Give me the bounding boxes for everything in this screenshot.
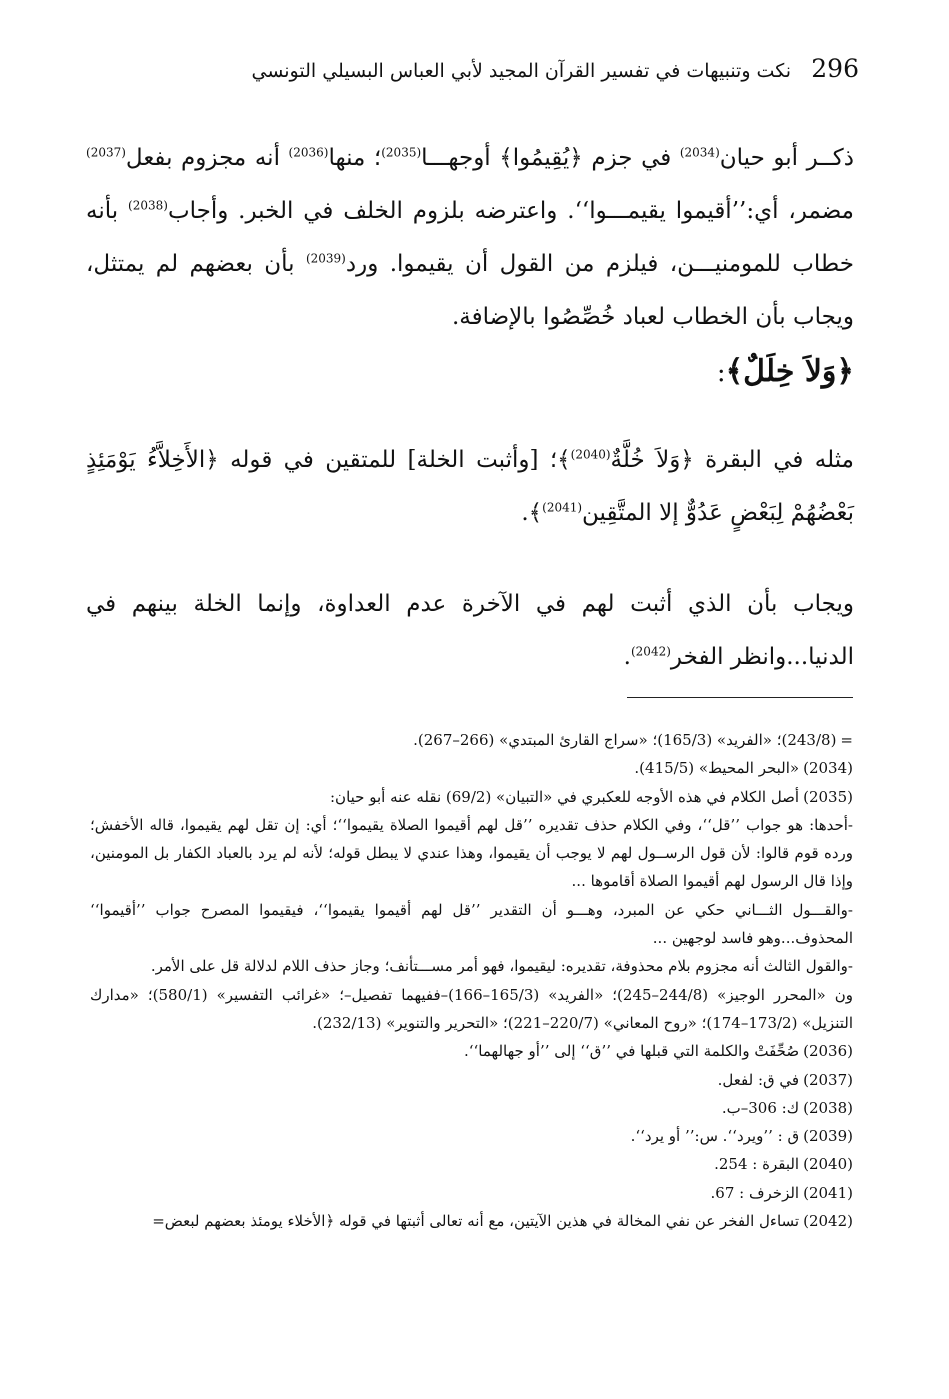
footnote [90,1150,853,1178]
body-paragraph [86,578,854,684]
paragraph-text: بأنه خطاب للمومنيـــن، فيلزم من القول أن يقيموا. ورد [86,198,854,277]
footnote-ref[interactable]: (2034) [679,145,720,160]
heading-colon: : [716,358,726,388]
paragraph-text: ويجاب بأن الذي أثبت لهم في الآخرة عدم العداوة، وإنما الخلة بينهم في الدنيا...وانظر الفخر [86,591,854,670]
footnote-number: (2041) [803,1183,853,1202]
footnotes [90,726,853,1235]
footnote-text: ق : ’’ويرد‘‘. س:’’ أو يرد‘‘. [630,1127,800,1146]
footnote [90,726,853,754]
paragraph-text: مثله في البقرة ﴿وَلاَ خُلَّةٌ [610,447,854,473]
footnote-text: (243/8)؛ «الفريد» (165/3)؛ «سراج القارئ المبتدي» (266–267). [413,731,837,749]
paragraph-text: بأن بعضهم لم يمتثل، ويجاب بأن الخطاب لعباد خُصِّصُوا بالإضافة. [86,251,854,330]
footnote-text: أصل الكلام في هذه الأوجه للعكبري في «التبيان» (69/2) نقله عنه أبو حيان: [330,787,800,806]
footnote-text: تساءل الفخر عن نفي المخالة في هذين الآيتين، مع أنه تعالى أثبتها في قوله ﴿الأخلاء يومئذ بعضهم لبعض= [152,1212,800,1231]
footnote-text: -أحدها: هو جواب ’’قل‘‘، وفي الكلام حذف تقديره ’’قل لهم أقيموا الصلاة يقيموا‘‘؛ أي: إن تقل لهم يقيموا، قاله الأخفش؛ ورده قوم قالوا: لأن قول الرســول لهم لا يوجب أن يقيموا، وهذا عندي لا يبطل قوله؛ لأنه لم يرد بالعباد الكفار بل المومنين، وإذا قال الرسول لهم أقيموا الصلاة أقاموها ... [90,815,853,891]
paragraph-text: ﴾. [521,500,543,526]
paragraph-text: ذكــر أبو حيان [719,145,854,171]
page-number: 296 [811,54,859,83]
footnote [90,1207,853,1235]
footnote-number: (2037) [803,1070,853,1089]
footnote-text: البقرة : 254. [714,1155,800,1174]
footnote-number: (2040) [803,1155,853,1174]
footnote-text: في ق: لفعل. [717,1070,800,1089]
footnote-text: صُحِّفَتْ والكلمة التي قبلها في ’’ق‘‘ إلى ’’أو جهالهما‘‘. [463,1042,800,1061]
footnote [90,1179,853,1207]
footnote-separator [627,697,853,698]
footnote-text: -والقول الثالث أنه مجزوم بلام محذوفة، تقديره: ليقيموا، فهو أمر مســـتأنف؛ وجاز حذف اللام لدلالة قل على الأمر. [150,957,853,976]
body-paragraph [86,434,854,540]
footnote-ref[interactable]: (2036) [288,145,329,160]
footnote [90,981,853,1038]
footnote [90,952,853,980]
footnote [90,1094,853,1122]
footnote-ref[interactable]: (2035) [381,145,422,160]
footnote [90,811,853,896]
footnote-number: (2039) [803,1127,853,1146]
footnote [90,896,853,953]
footnote-ref[interactable]: (2041) [542,500,583,515]
footnote-ref[interactable]: (2038) [128,198,168,213]
paragraph-text: ؛ منها [328,145,382,171]
footnote [90,1066,853,1094]
footnote-text: ون «المحرر الوجيز» (244/8–245)؛ «الفريد» (165/3–166)–ففيهما تفصيل–؛ «غرائب التفسير» (580/1)؛ «مدارك التنزيل» (173/2–174)؛ «روح المعاني» (220/7–221)؛ «التحرير والتنوير» (232/13). [90,985,853,1032]
footnote-text: -والقـــول الثـــاني حكي عن المبرد، وهـــو أن التقدير ’’قل لهم أقيموا يقيموا‘‘، فيقيموا المصرح جواب ’’أقيموا‘‘ المحذوف...وهو فاسد لوجهين ... [90,900,853,948]
footnote-number: = [840,731,853,749]
footnote [90,1037,853,1065]
footnote [90,754,853,782]
footnote [90,783,853,811]
body-paragraph [86,132,854,344]
footnote-number: (2042) [803,1212,853,1231]
footnote-ref[interactable]: (2039) [305,251,346,266]
footnote-text: الزخرف : 67. [710,1183,800,1202]
footnote-text: ك: 306–ب. [721,1098,800,1117]
footnote-number: (2035) [803,787,853,806]
section-heading: ﴿وَلاَ خِلَلٌ﴾ [725,354,854,389]
footnote-number: (2034) [803,759,853,778]
paragraph-text: مضمر، أي:’’أقيموا يقيمـــوا‘‘. واعترضه بلزوم الخلف في الخبر. وأجاب [167,198,855,224]
paragraph-text: . [623,644,631,670]
page-header [185,52,859,92]
paragraph-text: ﴾؛ [وأثبت الخلة] للمتقين في قوله ﴿الأَخِلاَّءُ يَوْمَئِذٍ بَعْضُهُمْ لِبَعْضٍ عَدُوٌّ إلا المتَّقِين [86,447,854,526]
footnote-number: (2036) [803,1042,853,1061]
section-heading-row [86,354,854,414]
footnote-number: (2038) [803,1098,853,1117]
running-head: نكت وتنبيهات في تفسير القرآن المجيد لأبي العباس البسيلي التونسي [251,60,791,82]
paragraph-text: أنه مجزوم بفعل [125,145,289,171]
footnote-ref[interactable]: (2037) [86,145,126,160]
footnote-text: «البحر المحيط» (415/5). [634,759,800,778]
footnote [90,1122,853,1150]
paragraph-text: في جزم ﴿يُقِيمُوا﴾ أوجهـــا [421,145,680,171]
footnote-ref[interactable]: (2040) [570,447,611,462]
footnote-ref[interactable]: (2042) [630,644,671,659]
main-text [86,132,854,684]
